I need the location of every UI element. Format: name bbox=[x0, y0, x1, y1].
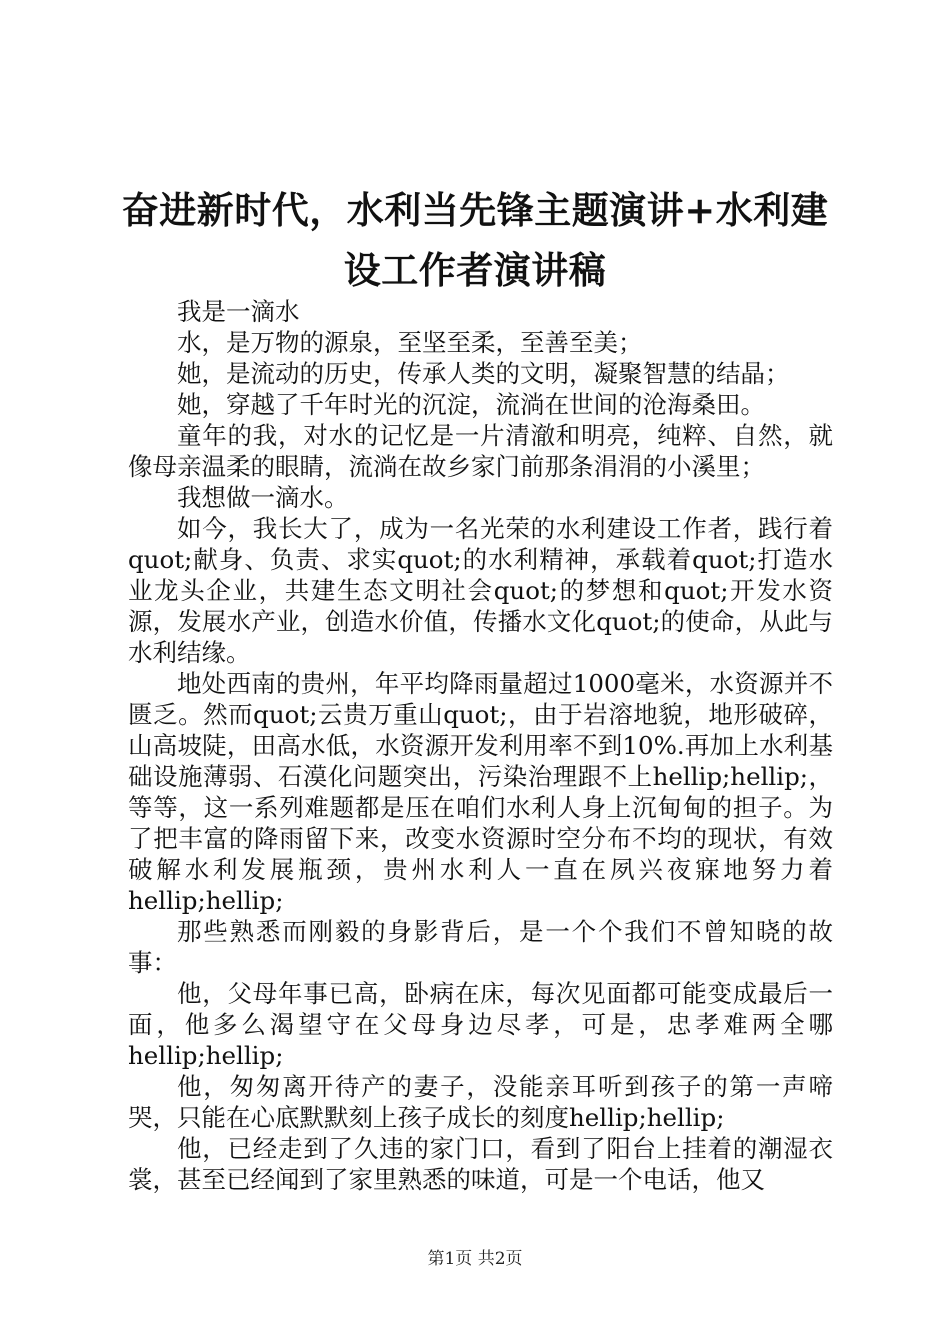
paragraph: 他，父母年事已高，卧病在床，每次见面都可能变成最后一面，他多么渴望守在父母身边尽孝，可是，忠孝难两全哪hellip;hellip; bbox=[128, 979, 833, 1070]
document-body bbox=[128, 296, 833, 1195]
paragraph: 如今，我长大了，成为一名光荣的水利建设工作者，践行着quot;献身、负责、求实quot;的水利精神，承载着quot;打造水业龙头企业，共建生态文明社会quot;的梦想和quot;开发水资源，发展水产业，创造水价值，传播水文化quot;的使命，从此与水利结缘。 bbox=[128, 514, 833, 667]
paragraph: 他，匆匆离开待产的妻子，没能亲耳听到孩子的第一声啼哭，只能在心底默默刻上孩子成长的刻度hellip;hellip; bbox=[128, 1072, 833, 1132]
paragraph: 地处西南的贵州，年平均降雨量超过1000毫米，水资源并不匮乏。然而quot;云贵万重山quot;，由于岩溶地貌，地形破碎，山高坡陡，田高水低，水资源开发利用率不到10%.再加上水利基础设施薄弱、石漠化问题突出，污染治理跟不上hellip;hellip;，等等，这一系列难题都是压在咱们水利人身上沉甸甸的担子。为了把丰富的降雨留下来，改变水资源时空分布不均的现状，有效破解水利发展瓶颈，贵州水利人一直在夙兴夜寐地努力着hellip;hellip; bbox=[128, 669, 833, 915]
paragraph: 我想做一滴水。 bbox=[177, 483, 349, 512]
page-number-footer: 第1页 共2页 bbox=[427, 1249, 523, 1269]
paragraph: 她，穿越了千年时光的沉淀，流淌在世间的沧海桑田。 bbox=[177, 390, 765, 419]
paragraph: 那些熟悉而刚毅的身影背后，是一个个我们不曾知晓的故事： bbox=[128, 917, 833, 977]
paragraph: 他，已经走到了久违的家门口，看到了阳台上挂着的潮湿衣裳，甚至已经闻到了家里熟悉的味道，可是一个电话，他又 bbox=[128, 1134, 833, 1194]
paragraph: 水，是万物的源泉，至坚至柔，至善至美； bbox=[177, 328, 643, 357]
page-title: 奋进新时代，水利当先锋主题演讲+水利建设工作者演讲稿 bbox=[121, 188, 829, 292]
paragraph: 童年的我，对水的记忆是一片清澈和明亮，纯粹、自然，就像母亲温柔的眼睛，流淌在故乡家门前那条涓涓的小溪里； bbox=[128, 421, 833, 481]
paragraph: 她，是流动的历史，传承人类的文明，凝聚智慧的结晶； bbox=[177, 359, 790, 388]
paragraph: 我是一滴水 bbox=[177, 297, 300, 326]
